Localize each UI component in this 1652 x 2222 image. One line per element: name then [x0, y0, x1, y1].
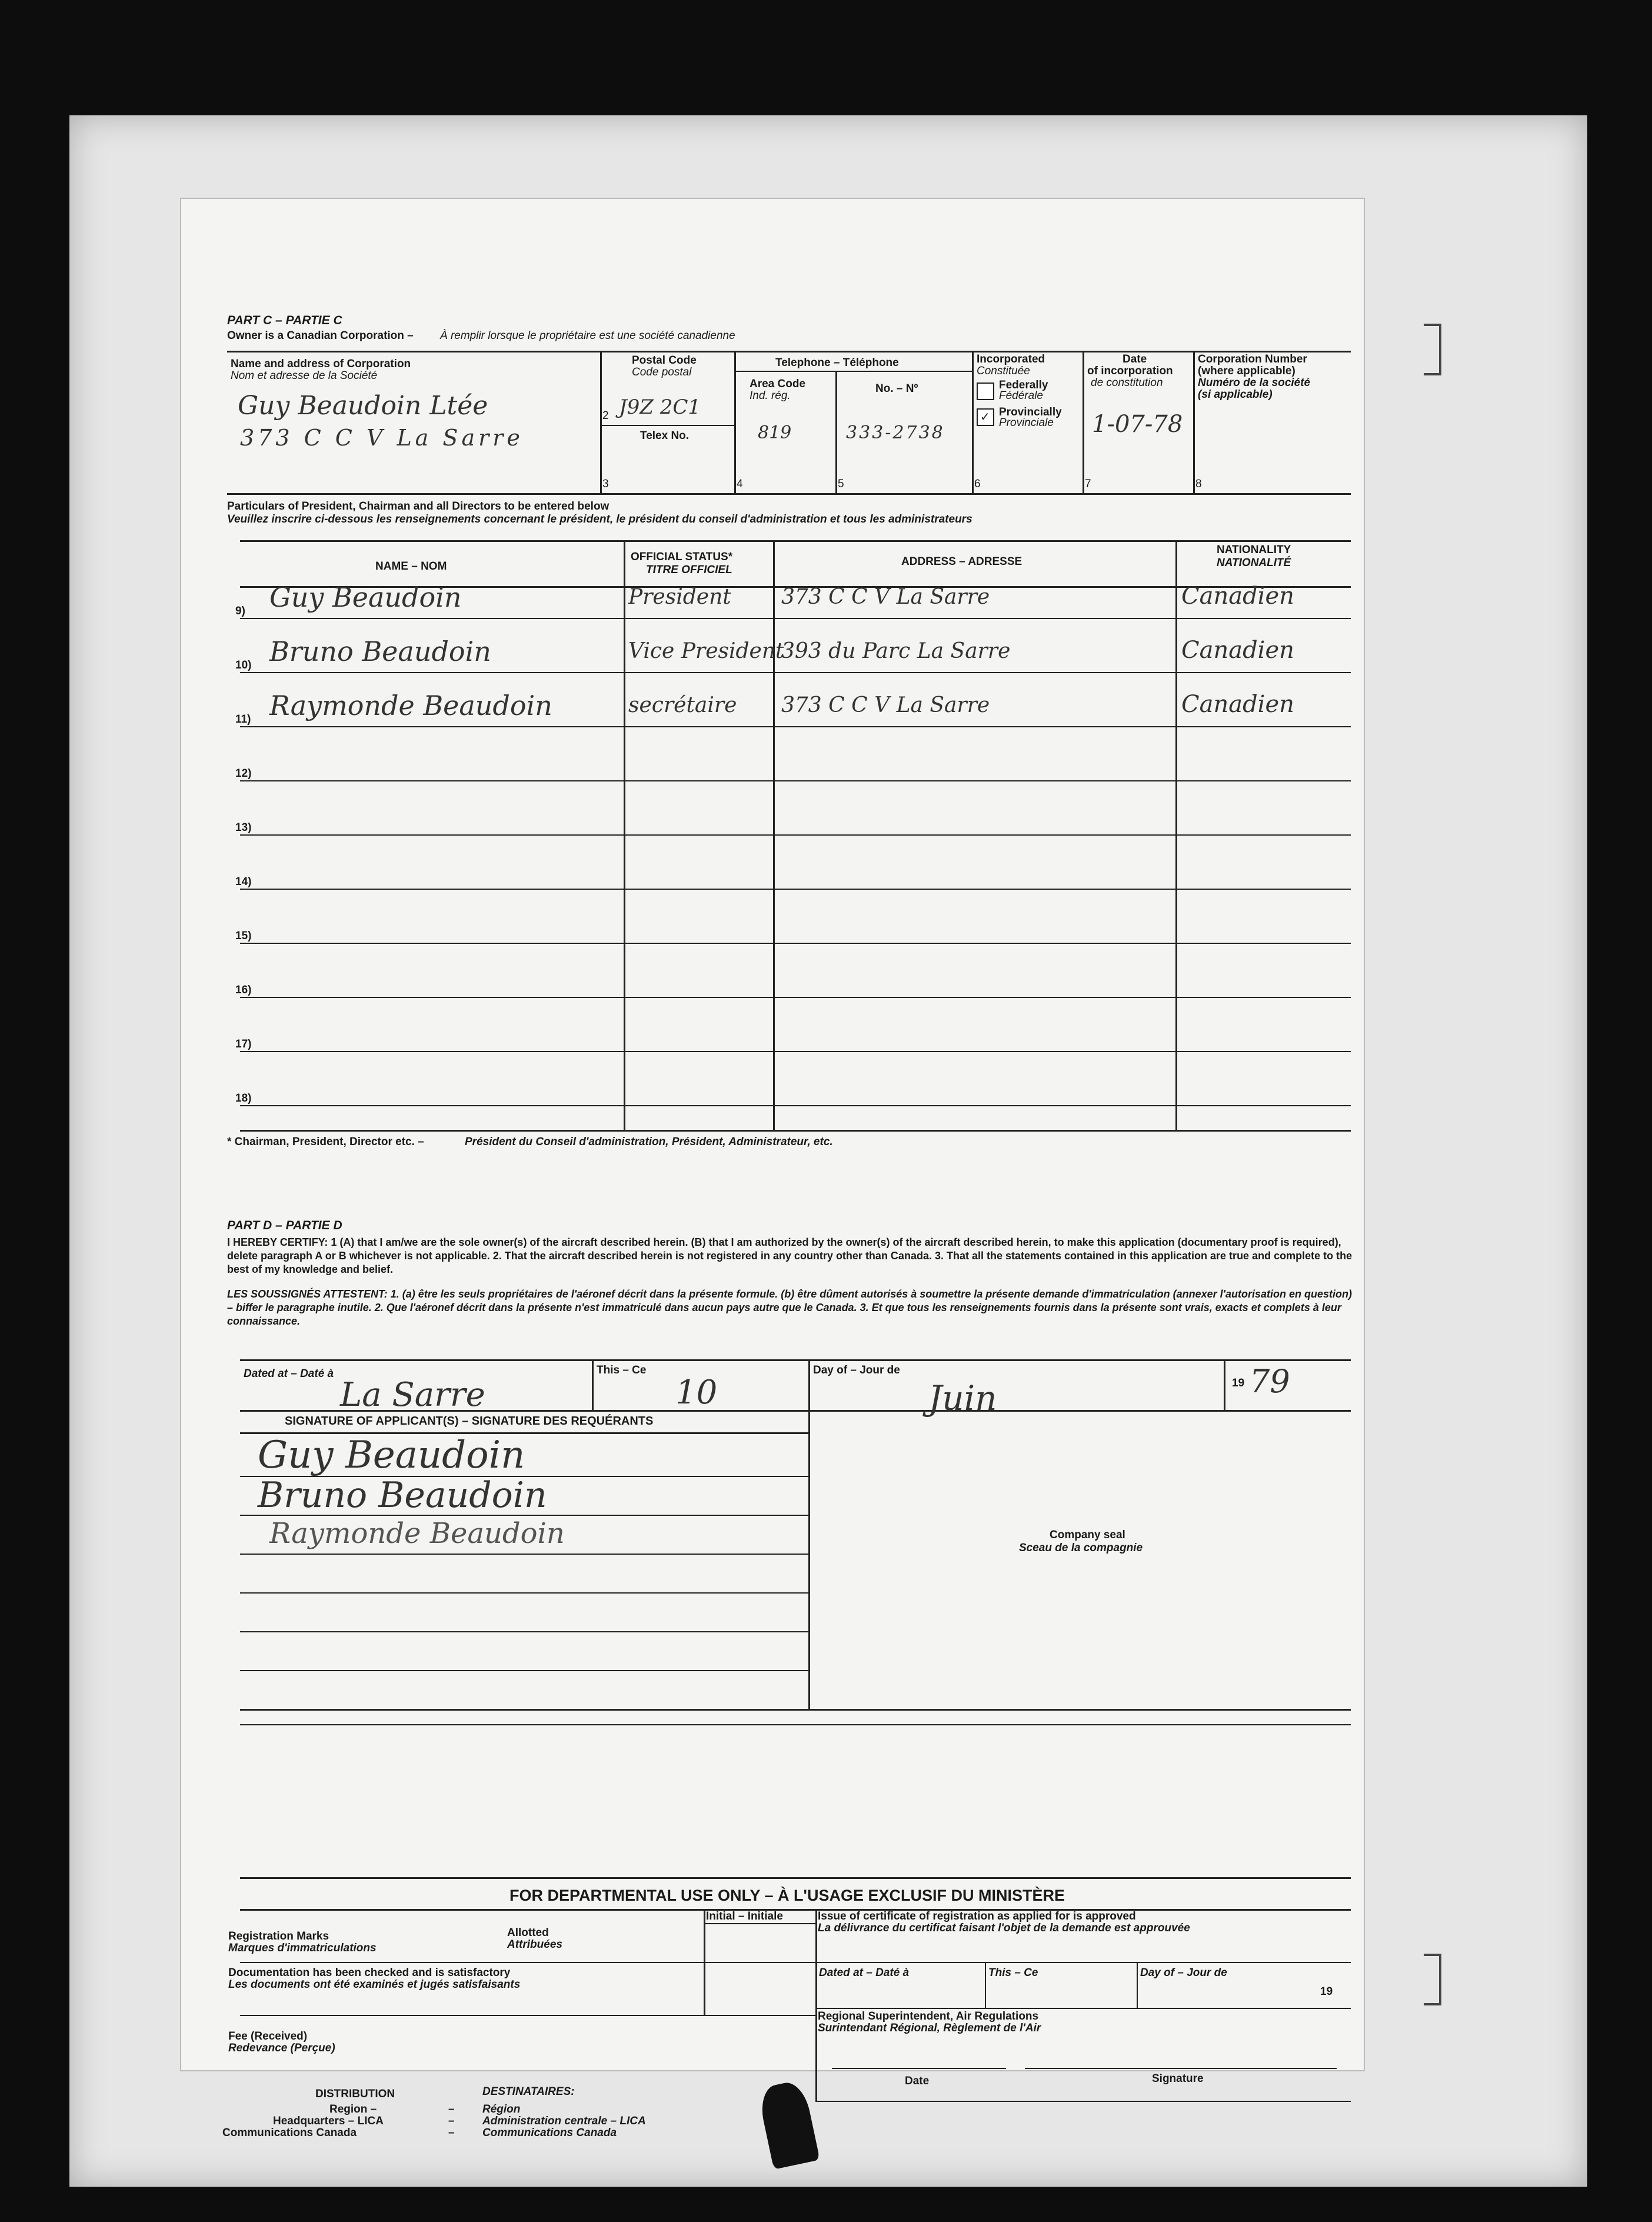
- director-row-line: [240, 672, 1351, 673]
- dated-divider-3: [1224, 1359, 1225, 1411]
- doc-fr: Les documents ont été examinés et jugés satisfaisants: [228, 1978, 521, 1991]
- distribution-comm-fr: Communications Canada: [482, 2127, 617, 2139]
- director-nationality[interactable]: Canadien: [1181, 691, 1294, 718]
- postal-sub-line: [600, 425, 734, 426]
- signature-3[interactable]: Raymonde Beaudoin: [269, 1517, 565, 1550]
- provincially-label-fr: Provinciale: [999, 417, 1054, 429]
- reg-marks-fr: Marques d'immatriculations: [228, 1942, 377, 1954]
- table-c-divider-2: [734, 351, 736, 494]
- dept-year-prefix: 19: [1320, 1985, 1333, 1998]
- header-date-1: Date: [1123, 353, 1147, 365]
- table-c-divider-6: [1193, 351, 1195, 494]
- allotted-fr: Attribuées: [507, 1938, 562, 1951]
- regional-en: Regional Superintendent, Air Regulations: [818, 2010, 1039, 2023]
- part-d-title: PART D – PARTIE D: [227, 1219, 342, 1232]
- director-name[interactable]: Guy Beaudoin: [269, 581, 462, 613]
- distribution-hq-fr: Administration centrale – LICA: [482, 2115, 646, 2127]
- dept-row-1-bottom: [240, 1962, 1351, 1963]
- directors-table-bottom: [240, 1130, 1351, 1132]
- postal-code-value[interactable]: J9Z 2C1: [619, 395, 701, 419]
- director-status[interactable]: Vice President: [628, 639, 784, 663]
- director-nationality[interactable]: Canadien: [1181, 637, 1294, 664]
- header-number: No. – Nº: [875, 382, 918, 395]
- part-c-title: PART C – PARTIE C: [227, 314, 342, 327]
- company-seal-en: Company seal: [1050, 1529, 1125, 1541]
- dated-at-label: Dated at – Daté à: [244, 1368, 334, 1380]
- directors-table-top: [240, 540, 1351, 542]
- telephone-sub-line: [734, 371, 972, 372]
- signature-block-bottom: [240, 1709, 1351, 1711]
- allotted-en: Allotted: [507, 1927, 549, 1939]
- year-value[interactable]: 79: [1250, 1363, 1290, 1400]
- frame-bracket-bottom-right: [1424, 1954, 1441, 2005]
- dept-this: This – Ce: [988, 1967, 1038, 1979]
- director-row-line: [240, 1051, 1351, 1052]
- footnote-fr: Président du Conseil d'administration, Président, Administrateur, etc.: [465, 1136, 833, 1148]
- director-row-number: 11): [235, 713, 251, 726]
- distribution-comm-en: Communications Canada: [222, 2127, 357, 2139]
- director-row-line: [240, 780, 1351, 781]
- table-c-top-line: [227, 351, 1351, 352]
- director-status[interactable]: President: [628, 585, 731, 609]
- federally-label-en: Federally: [999, 379, 1048, 391]
- dept-date-label: Date: [905, 2075, 930, 2087]
- director-name[interactable]: Bruno Beaudoin: [269, 636, 491, 667]
- dated-row-top: [240, 1359, 1351, 1361]
- date-of-incorporation-value[interactable]: 1-07-78: [1092, 411, 1183, 438]
- cell-number-3: 3: [602, 478, 609, 490]
- table-c-divider-3: [835, 372, 837, 494]
- distribution-dash-2: –: [448, 2115, 455, 2127]
- dept-dated-divider-2: [1137, 1962, 1138, 2008]
- dated-divider-1: [592, 1359, 594, 1411]
- distribution-title-fr: DESTINATAIRES:: [482, 2085, 575, 2098]
- director-row-number: 17): [235, 1038, 252, 1050]
- director-nationality[interactable]: Canadien: [1181, 583, 1294, 610]
- regional-fr: Surintendant Régional, Règlement de l'Air: [818, 2022, 1041, 2034]
- header-corp-1: Corporation Number: [1198, 353, 1307, 365]
- director-row-number: 10): [235, 659, 252, 671]
- header-postal-en: Postal Code: [632, 354, 697, 367]
- frame-bracket-top-right: [1424, 324, 1441, 375]
- director-row-number: 12): [235, 767, 252, 780]
- header-area-code-fr: Ind. rég.: [750, 390, 791, 402]
- header-telex: Telex No.: [640, 430, 690, 442]
- cell-number-7: 7: [1085, 478, 1091, 490]
- distribution-hq-en: Headquarters – LICA: [273, 2115, 384, 2127]
- dept-date-line: [832, 2068, 1006, 2069]
- header-name-en: Name and address of Corporation: [231, 358, 411, 370]
- director-row-number: 16): [235, 984, 252, 996]
- provincially-label-en: Provincially: [999, 406, 1062, 418]
- this-label: This – Ce: [597, 1364, 647, 1376]
- director-row-number: 9): [235, 605, 245, 617]
- header-incorporated-en: Incorporated: [977, 353, 1045, 365]
- director-name[interactable]: Raymonde Beaudoin: [269, 690, 552, 721]
- column-address: ADDRESS – ADRESSE: [901, 556, 1022, 568]
- year-prefix: 19: [1232, 1377, 1245, 1389]
- director-row-line: [240, 943, 1351, 944]
- column-status-en: OFFICIAL STATUS*: [631, 551, 733, 563]
- day-of-label: Day of – Jour de: [813, 1364, 900, 1376]
- distribution-title-en: DISTRIBUTION: [315, 2088, 395, 2100]
- provincially-checkbox[interactable]: [977, 408, 994, 426]
- issue-fr: La délivrance du certificat faisant l'objet de la demande est approuvée: [818, 1922, 1190, 1934]
- table-c-divider-1: [600, 351, 602, 494]
- director-address[interactable]: 373 C C V La Sarre: [781, 693, 990, 717]
- federally-checkbox[interactable]: [977, 382, 994, 400]
- issue-en: Issue of certificate of registration as applied for is approved: [818, 1910, 1136, 1922]
- phone-number-value[interactable]: 333-2738: [846, 423, 945, 443]
- signature-label: SIGNATURE OF APPLICANT(S) – SIGNATURE DES REQUÉRANTS: [285, 1415, 654, 1428]
- column-nationality-fr: NATIONALITÉ: [1217, 557, 1291, 569]
- cell-number-4: 4: [737, 478, 743, 490]
- director-row-line: [240, 618, 1351, 619]
- departmental-top: [240, 1877, 1351, 1879]
- dept-signature-line: [1025, 2068, 1337, 2069]
- signature-line-4: [240, 1554, 808, 1555]
- director-address[interactable]: 393 du Parc La Sarre: [781, 639, 1011, 663]
- distribution-dash-1: –: [448, 2103, 455, 2115]
- registration-form-page: [180, 198, 1365, 2139]
- director-row-line: [240, 726, 1351, 727]
- doc-en: Documentation has been checked and is satisfactory: [228, 1967, 511, 1979]
- cell-number-6: 6: [974, 478, 981, 490]
- director-row-line: [240, 889, 1351, 890]
- directors-intro-fr: Veuillez inscrire ci-dessous les renseignements concernant le président, le président du conseil d'administration et tous les administrateurs: [227, 513, 972, 525]
- dept-signature-label: Signature: [1152, 2073, 1204, 2085]
- dept-row-dated-bottom: [815, 2008, 1351, 2009]
- company-seal-fr: Sceau de la compagnie: [1019, 1542, 1143, 1554]
- dept-row-2-bottom: [240, 2015, 815, 2016]
- provincially-check-mark: ✓: [980, 411, 990, 424]
- dept-bottom-line: [815, 2101, 1351, 2102]
- part-d-certify-fr: LES SOUSSIGNÉS ATTESTENT: 1. (a) être les seuls propriétaires de l'aéronef décrit dans la présente formule. (b) être dûment autorisés à soumettre la présente demande d'immatriculation (annexer l'autorisation en question) – biffer le paragraphe inutile. 2. Que l'aéronef décrit dans la présente n'est immatriculé dans aucun pays autre que le Canada. 3. Et que tous les renseignements fournis dans la présente sont vrais, exacts et complets à leur connaissance.: [227, 1288, 1352, 1327]
- month-value[interactable]: Juin: [928, 1378, 997, 1418]
- this-day-value[interactable]: 10: [675, 1373, 718, 1412]
- part-d-certify-en: I HEREBY CERTIFY: 1 (A) that I am/we are the sole owner(s) of the aircraft described herein. (B) that I am authorized by the owner(s) of the aircraft described herein, to make this application (documentary proof is required), delete paragraph A or B whichever is not applicable. 2. That the aircraft described herein is not registered in any country other than Canada. 3. That all the statements contained in this application are true and complete to the best of my knowledge and belief.: [227, 1236, 1353, 1275]
- column-name: NAME – NOM: [375, 560, 447, 573]
- distribution-dash-3: –: [448, 2127, 455, 2139]
- fee-fr: Redevance (Perçue): [228, 2042, 335, 2054]
- dept-initial-line: [704, 1923, 815, 1924]
- director-row-line: [240, 834, 1351, 836]
- dept-divider-2: [815, 1909, 817, 2102]
- signature-line-6: [240, 1631, 808, 1632]
- column-nationality-en: NATIONALITY: [1217, 544, 1291, 556]
- dated-divider-2: [808, 1359, 810, 1411]
- signature-2[interactable]: Bruno Beaudoin: [258, 1475, 547, 1516]
- distribution-region-en: Region –: [329, 2103, 377, 2115]
- reg-marks-en: Registration Marks: [228, 1930, 329, 1942]
- departmental-table-top: [240, 1909, 1351, 1911]
- header-postal-fr: Code postal: [632, 366, 692, 378]
- signature-1[interactable]: Guy Beaudoin: [258, 1433, 525, 1477]
- header-corp-2: (where applicable): [1198, 365, 1295, 377]
- director-status[interactable]: secrétaire: [628, 693, 737, 717]
- director-row-number: 15): [235, 930, 252, 942]
- signature-line-7: [240, 1670, 808, 1671]
- footnote-en: * Chairman, President, Director etc. –: [227, 1136, 424, 1148]
- signature-line-5: [240, 1592, 808, 1594]
- director-row-line: [240, 1105, 1351, 1106]
- header-date-2: of incorporation: [1087, 365, 1173, 377]
- table-c-bottom-line: [227, 493, 1351, 495]
- part-c-subtitle-fr: À remplir lorsque le propriétaire est une société canadienne: [440, 330, 735, 342]
- signature-seal-divider: [808, 1410, 810, 1710]
- director-row-line: [240, 997, 1351, 998]
- director-row-number: 18): [235, 1092, 252, 1105]
- table-c-divider-5: [1083, 351, 1084, 494]
- header-corp-3: Numéro de la société: [1198, 377, 1311, 389]
- header-corp-4: (si applicable): [1198, 388, 1273, 401]
- cell-number-8: 8: [1195, 478, 1202, 490]
- area-code-value[interactable]: 819: [758, 423, 792, 443]
- signature-block-extra-line: [240, 1724, 1351, 1725]
- dept-day-of: Day of – Jour de: [1140, 1967, 1227, 1979]
- corporation-name[interactable]: Guy Beaudoin Ltée: [238, 391, 488, 421]
- header-date-3: de constitution: [1091, 377, 1163, 389]
- fee-en: Fee (Received): [228, 2030, 308, 2043]
- initial-label: Initial – Initiale: [706, 1910, 783, 1922]
- part-c-subtitle-en: Owner is a Canadian Corporation –: [227, 330, 414, 342]
- director-row-number: 13): [235, 821, 252, 834]
- dated-at-place[interactable]: La Sarre: [340, 1376, 485, 1414]
- departmental-title: FOR DEPARTMENTAL USE ONLY – À L'USAGE EXCLUSIF DU MINISTÈRE: [509, 1887, 1065, 1904]
- cell-number-5: 5: [838, 478, 844, 490]
- table-c-divider-4: [972, 351, 974, 494]
- cell-number-2: 2: [602, 410, 609, 422]
- header-telephone: Telephone – Téléphone: [775, 357, 899, 369]
- header-name-fr: Nom et adresse de la Société: [231, 370, 378, 382]
- header-area-code-en: Area Code: [750, 378, 806, 390]
- column-status-fr: TITRE OFFICIEL: [646, 564, 732, 576]
- distribution-region-fr: Région: [482, 2103, 521, 2115]
- federally-label-fr: Fédérale: [999, 390, 1043, 402]
- dept-dated-divider-1: [985, 1962, 986, 2008]
- header-incorporated-fr: Constituée: [977, 365, 1030, 377]
- directors-intro-en: Particulars of President, Chairman and all Directors to be entered below: [227, 500, 609, 513]
- dept-dated-at: Dated at – Daté à: [819, 1967, 910, 1979]
- director-row-number: 14): [235, 876, 252, 888]
- director-address[interactable]: 373 C C V La Sarre: [781, 585, 990, 609]
- corporation-address[interactable]: 373 C C V La Sarre: [240, 425, 524, 451]
